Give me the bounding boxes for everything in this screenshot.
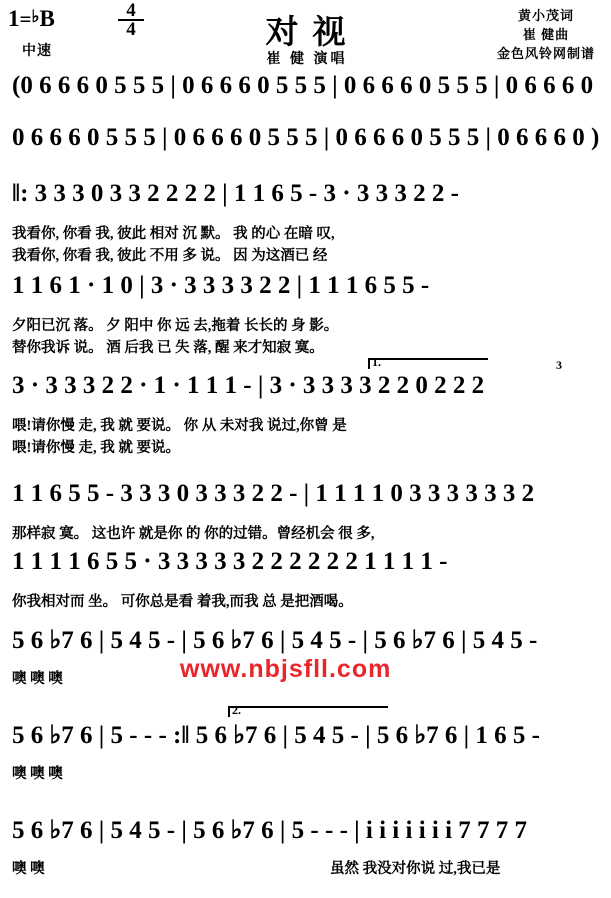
lyric-line: 虽然 我没对你说 过,我已是 [330, 861, 501, 877]
lyric-line: 我看你, 你看 我, 彼此 相对 沉 默。 我 的心 在暗 叹, [12, 226, 335, 242]
lyric-line: 喂!请你慢 走, 我 就 要说。 你 从 未对我 说过,你曾 是 [12, 418, 347, 434]
lyric-line: 夕阳已沉 落。 夕 阳中 你 远 去,拖着 长长的 身 影。 [12, 318, 339, 334]
page-title: 对视 [265, 15, 360, 51]
tempo-marking: 中速 [22, 44, 52, 59]
watermark-text: www.nbjsfll.com [180, 655, 392, 683]
flat-symbol: ♭ [31, 7, 40, 26]
notation-line: 1 1 1 1 6 5 5 · 3 3 3 3 3 2 2 2 2 2 2 1 1 1 1 - [12, 548, 448, 575]
lyric-line: 替你我诉 说。 酒 后我 已 失 落, 醒 来才知寂 寞。 [12, 340, 324, 356]
lyricist-credit: 黄小茂词 [517, 8, 574, 23]
meter-numerator: 4 [118, 2, 144, 21]
lyric-line: 噢 噢 噢 [12, 671, 63, 687]
credits-block [497, 6, 595, 63]
lyric-line: 你我相对而 坐。 可你总是看 着我,而我 总 是把酒喝。 [12, 594, 353, 610]
notation-line: 1 1 6 1 · 1 0 | 3 · 3 3 3 3 2 2 | 1 1 1 6 5 5 - [12, 272, 430, 299]
notation-line: 1 1 6 5 5 - 3 3 3 0 3 3 3 2 2 - | 1 1 1 1 0 3 3 3 3 3 3 2 [12, 480, 535, 507]
volta-number: 1. [372, 355, 381, 369]
notation-line: ‖: 3 3 3 0 3 3 2 2 2 2 | 1 1 6 5 - 3 · 3 3 3 2 2 - [12, 180, 459, 207]
triplet-number: 3 [556, 358, 562, 372]
lyric-line: 噢 噢 [12, 861, 45, 877]
notation-line: 0 6 6 6 0 5 5 5 | 0 6 6 6 0 5 5 5 | 0 6 6 6 0 5 5 5 | 0 6 6 6 0 ) [12, 124, 600, 151]
performer-credit: 崔 健 演唱 [266, 52, 348, 67]
lyric-line: 我看你, 你看 我, 彼此 不用 多 说。 因 为这酒已 经 [12, 248, 328, 264]
lyric-line: 喂!请你慢 走, 我 就 要说。 [12, 440, 180, 456]
notation-line: 5 6 ♭7 6 | 5 4 5 - | 5 6 ♭7 6 | 5 - - - | i i i i i i i 7 7 7 7 [12, 817, 528, 844]
lyric-line: 那样寂 寞。 这也许 就是你 的 你的过错。曾经机会 很 多, [12, 526, 375, 542]
transcriber-credit: 金色风铃网制谱 [496, 46, 595, 61]
key-equals: = [19, 7, 32, 31]
key-prefix: 1 [8, 6, 20, 31]
notation-line: 5 6 ♭7 6 | 5 - - - :‖ 5 6 ♭7 6 | 5 4 5 - | 5 6 ♭7 6 | 1 6 5 - [12, 722, 540, 749]
key-note: B [39, 6, 55, 31]
notation-line: (0 6 6 6 0 5 5 5 | 0 6 6 6 0 5 5 5 | 0 6 6 6 0 5 5 5 | 0 6 6 6 0 [12, 72, 594, 99]
composer-credit: 崔 健曲 [522, 27, 570, 42]
notation-line: 3 · 3 3 3 2 2 · 1 · 1 1 1 - | 3 · 3 3 3 3 2 2 0 2 2 2 [12, 372, 485, 399]
meter-denominator: 4 [126, 19, 136, 40]
volta-number: 2. [232, 703, 241, 717]
lyric-line: 噢 噢 噢 [12, 766, 63, 782]
notation-line: 5 6 ♭7 6 | 5 4 5 - | 5 6 ♭7 6 | 5 4 5 - | 5 6 ♭7 6 | 5 4 5 - [12, 627, 538, 654]
